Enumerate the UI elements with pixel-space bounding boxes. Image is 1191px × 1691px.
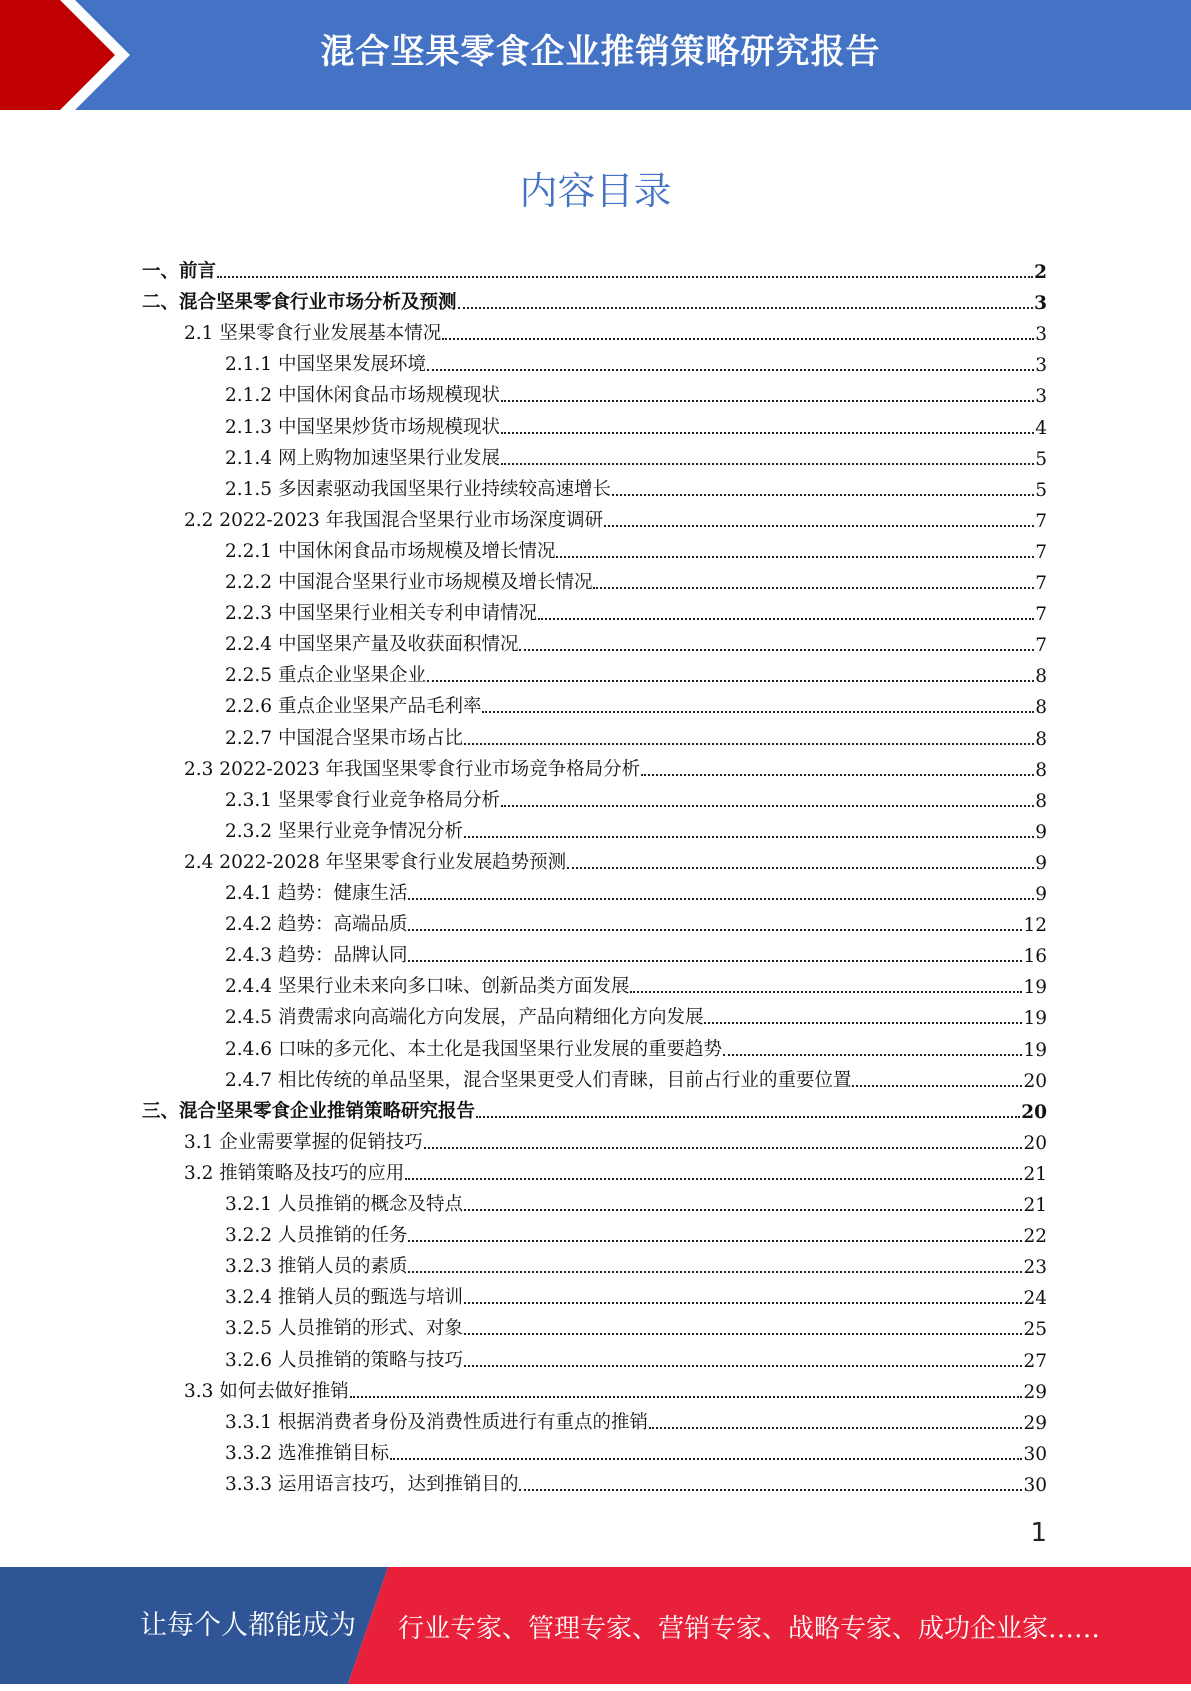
toc-entry-label: 2.1 坚果零食行业发展基本情况 xyxy=(184,323,442,345)
toc-entry-page: 12 xyxy=(1023,915,1047,937)
toc-entry-page: 5 xyxy=(1035,479,1047,501)
toc-dot-leader xyxy=(649,1427,1022,1429)
toc-entry[interactable] xyxy=(225,1247,1047,1278)
footer-slogan-left: 让每个人都能成为 xyxy=(140,1610,356,1641)
toc-entry-label: 2.4.5 消费需求向高端化方向发展，产品向精细化方向发展 xyxy=(225,1007,704,1029)
toc-dot-leader xyxy=(723,1054,1022,1056)
toc-entry[interactable] xyxy=(225,376,1047,407)
toc-entry[interactable] xyxy=(225,1309,1047,1340)
toc-entry-label: 2.4.4 坚果行业未来向多口味、创新品类方面发展 xyxy=(225,976,630,998)
toc-entry-label: 3.3.2 选准推销目标 xyxy=(225,1442,389,1464)
toc-dot-leader xyxy=(852,1085,1022,1087)
footer-banner xyxy=(0,1567,1191,1684)
toc-entry-label: 2.2.1 中国休闲食品市场规模及增长情况 xyxy=(225,540,556,562)
toc-entry-label: 2.4 2022-2028 年坚果零食行业发展趋势预测 xyxy=(184,851,567,873)
toc-entry-page: 30 xyxy=(1023,1474,1047,1496)
toc-entry[interactable] xyxy=(225,1278,1047,1309)
toc-entry-page: 19 xyxy=(1023,977,1047,999)
toc-entry[interactable] xyxy=(184,1123,1047,1154)
toc-entry-page: 7 xyxy=(1035,573,1047,594)
toc-entry[interactable] xyxy=(184,314,1047,345)
toc-dot-leader xyxy=(424,1147,1023,1149)
toc-dot-leader xyxy=(427,680,1034,682)
toc-entry[interactable] xyxy=(225,656,1047,687)
toc-entry[interactable] xyxy=(184,1154,1047,1185)
toc-dot-leader xyxy=(612,494,1034,496)
toc-entry-label: 3.2.3 推销人员的素质 xyxy=(225,1256,408,1278)
toc-entry-page: 21 xyxy=(1023,1195,1047,1216)
toc-entry-page: 27 xyxy=(1023,1350,1047,1372)
toc-entry-label: 3.3.3 运用语言技巧，达到推销目的 xyxy=(225,1473,519,1495)
toc-dot-leader xyxy=(482,711,1034,713)
toc-entry[interactable] xyxy=(142,283,1047,314)
toc-entry-page: 9 xyxy=(1035,821,1047,843)
toc-entry-label: 2.3.1 坚果零食行业竞争格局分析 xyxy=(225,789,500,811)
toc-entry[interactable] xyxy=(225,874,1047,905)
toc-entry-label: 2.2.6 重点企业坚果产品毛利率 xyxy=(225,696,482,718)
toc-entry-label: 2.1.1 中国坚果发展环境 xyxy=(225,354,426,376)
toc-entry-page: 29 xyxy=(1023,1381,1047,1403)
toc-dot-leader xyxy=(464,1209,1022,1211)
toc-entry-page: 5 xyxy=(1035,448,1047,470)
toc-dot-leader xyxy=(408,1240,1022,1242)
toc-entry[interactable] xyxy=(225,563,1047,594)
toc-entry-label: 2.2 2022-2023 年我国混合坚果行业市场深度调研 xyxy=(184,509,604,531)
toc-entry[interactable] xyxy=(184,750,1047,781)
toc-entry[interactable] xyxy=(225,439,1047,470)
toc-dot-leader xyxy=(408,1271,1022,1273)
toc-entry[interactable] xyxy=(225,1403,1047,1434)
toc-dot-leader xyxy=(427,369,1034,371)
toc-entry-label: 3.2.5 人员推销的形式、对象 xyxy=(225,1318,463,1340)
toc-entry-label: 2.4.1 趋势：健康生活 xyxy=(225,883,408,904)
toc-entry-page: 3 xyxy=(1035,386,1047,408)
toc-dot-leader xyxy=(464,1365,1022,1367)
toc-entry[interactable] xyxy=(225,1465,1047,1496)
toc-dot-leader xyxy=(217,276,1033,278)
toc-dot-leader xyxy=(405,1178,1022,1180)
toc-entry-page: 20 xyxy=(1023,1070,1047,1092)
toc-dot-leader xyxy=(408,929,1022,931)
toc-entry-page: 7 xyxy=(1035,604,1047,626)
toc-dot-leader xyxy=(641,774,1034,776)
toc-entry-label: 2.2.2 中国混合坚果行业市场规模及增长情况 xyxy=(225,572,593,593)
toc-entry[interactable] xyxy=(184,843,1047,874)
toc-dot-leader xyxy=(567,867,1034,869)
toc-entry-label: 2.4.2 趋势：高端品质 xyxy=(225,914,408,936)
toc-dot-leader xyxy=(350,1396,1023,1398)
toc-dot-leader xyxy=(408,898,1034,900)
toc-entry-label: 2.3.2 坚果行业竞争情况分析 xyxy=(225,820,463,842)
toc-dot-leader xyxy=(704,1022,1022,1024)
toc-entry-label: 3.2.6 人员推销的策略与技巧 xyxy=(225,1349,463,1371)
toc-dot-leader xyxy=(464,743,1034,745)
toc-entry-label: 2.1.4 网上购物加速坚果行业发展 xyxy=(225,447,500,469)
toc-entry-page: 3 xyxy=(1035,324,1047,346)
toc-entry-label: 2.4.3 趋势：品牌认同 xyxy=(225,945,408,967)
toc-dot-leader xyxy=(501,805,1034,807)
toc-entry-label: 2.2.7 中国混合坚果市场占比 xyxy=(225,727,463,749)
toc-entry[interactable] xyxy=(225,687,1047,718)
toc-entry-label: 3.2 推销策略及技巧的应用 xyxy=(184,1162,405,1184)
toc-dot-leader xyxy=(538,618,1034,620)
toc-entry[interactable] xyxy=(225,1216,1047,1247)
toc-entry-page: 3 xyxy=(1035,355,1047,377)
document-title: 混合坚果零食企业推销策略研究报告 xyxy=(320,32,881,72)
toc-entry-page: 21 xyxy=(1023,1163,1047,1185)
toc-entry-page: 9 xyxy=(1035,852,1047,874)
toc-entry[interactable] xyxy=(225,625,1047,656)
toc-entry-page: 8 xyxy=(1035,697,1047,719)
toc-entry[interactable] xyxy=(225,408,1047,439)
toc-dot-leader xyxy=(464,1302,1022,1304)
toc-entry[interactable] xyxy=(225,594,1047,625)
toc-dot-leader xyxy=(519,649,1034,651)
toc-entry[interactable] xyxy=(225,905,1047,936)
toc-entry[interactable] xyxy=(184,1372,1047,1403)
toc-dot-leader xyxy=(464,1333,1022,1335)
toc-entry-page: 22 xyxy=(1023,1226,1047,1248)
toc-entry-page: 9 xyxy=(1035,884,1047,905)
toc-entry-label: 2.3 2022-2023 年我国坚果零食行业市场竞争格局分析 xyxy=(184,758,641,780)
toc-entry-label: 2.2.4 中国坚果产量及收获面积情况 xyxy=(225,634,519,656)
toc-entry-page: 7 xyxy=(1035,541,1047,563)
toc-entry[interactable] xyxy=(225,967,1047,998)
toc-dot-leader xyxy=(604,525,1034,527)
toc-entry-page: 7 xyxy=(1035,635,1047,657)
toc-entry-page: 8 xyxy=(1035,728,1047,750)
toc-dot-leader xyxy=(501,400,1034,402)
toc-entry-page: 25 xyxy=(1023,1319,1047,1341)
toc-entry-page: 16 xyxy=(1023,946,1047,968)
toc-dot-leader xyxy=(519,1489,1022,1491)
toc-entry[interactable] xyxy=(225,1341,1047,1372)
toc-entry[interactable] xyxy=(225,781,1047,812)
page-number: 1 xyxy=(1030,1518,1047,1548)
toc-entry-page: 4 xyxy=(1035,417,1047,439)
toc-entry-page: 19 xyxy=(1023,1039,1047,1061)
toc-entry-label: 3.1 企业需要掌握的促销技巧 xyxy=(184,1131,423,1153)
toc-entry-page: 2 xyxy=(1034,262,1047,283)
toc-entry-page: 24 xyxy=(1023,1288,1047,1310)
toc-dot-leader xyxy=(464,836,1034,838)
toc-entry-label: 一、前言 xyxy=(142,261,217,282)
toc-entry-label: 3.3 如何去做好推销 xyxy=(184,1380,349,1402)
toc-entry[interactable] xyxy=(225,1434,1047,1465)
toc-dot-leader xyxy=(501,463,1034,465)
toc-dot-leader xyxy=(442,338,1034,340)
toc-entry[interactable] xyxy=(142,1092,1047,1123)
toc-entry[interactable] xyxy=(142,252,1047,283)
footer-slogan-right: 行业专家、管理专家、营销专家、战略专家、成功企业家…… xyxy=(398,1614,1101,1644)
toc-heading: 内容目录 xyxy=(519,169,672,213)
toc-entry-page: 3 xyxy=(1034,293,1047,315)
toc-entry-label: 2.1.5 多因素驱动我国坚果行业持续较高速增长 xyxy=(225,478,611,500)
toc-entry-page: 19 xyxy=(1023,1008,1047,1030)
toc-entry-label: 2.2.3 中国坚果行业相关专利申请情况 xyxy=(225,603,537,625)
toc-entry-label: 2.1.3 中国坚果炒货市场规模现状 xyxy=(225,416,500,438)
header-banner xyxy=(0,0,1191,110)
toc-entry[interactable] xyxy=(225,470,1047,501)
toc-entry-page: 7 xyxy=(1035,510,1047,532)
toc-entry[interactable] xyxy=(225,532,1047,563)
toc-entry-label: 2.4.6 口味的多元化、本土化是我国坚果行业发展的重要趋势 xyxy=(225,1038,722,1060)
toc-dot-leader xyxy=(630,991,1022,993)
toc-entry-label: 2.2.5 重点企业坚果企业 xyxy=(225,665,426,687)
toc-entry[interactable] xyxy=(225,936,1047,967)
toc-dot-leader xyxy=(390,1458,1022,1460)
toc-entry-label: 2.4.7 相比传统的单品坚果，混合坚果更受人们青睐，目前占行业的重要位置 xyxy=(225,1069,852,1091)
toc-entry-page: 8 xyxy=(1035,759,1047,781)
toc-entry-page: 29 xyxy=(1023,1412,1047,1434)
toc-entry-page: 20 xyxy=(1021,1101,1047,1123)
toc-dot-leader xyxy=(593,587,1034,589)
toc-entry-label: 三、混合坚果零食企业推销策略研究报告 xyxy=(142,1100,476,1122)
toc-entry[interactable] xyxy=(225,1185,1047,1216)
toc-entry-label: 3.2.1 人员推销的概念及特点 xyxy=(225,1194,463,1215)
toc-dot-leader xyxy=(501,432,1034,434)
toc-entry-label: 2.1.2 中国休闲食品市场规模现状 xyxy=(225,385,500,407)
toc-entry-page: 20 xyxy=(1023,1132,1047,1154)
toc-entry-label: 3.3.1 根据消费者身份及消费性质进行有重点的推销 xyxy=(225,1411,648,1433)
toc-entry-label: 二、混合坚果零食行业市场分析及预测 xyxy=(142,292,457,314)
toc-entry[interactable] xyxy=(225,345,1047,376)
toc-entry-page: 8 xyxy=(1035,790,1047,812)
toc-entry-page: 8 xyxy=(1035,666,1047,688)
toc-dot-leader xyxy=(458,307,1034,309)
toc-dot-leader xyxy=(476,1116,1020,1118)
toc-entry[interactable] xyxy=(184,501,1047,532)
toc-entry[interactable] xyxy=(225,812,1047,843)
toc-dot-leader xyxy=(408,960,1022,962)
toc-entry-label: 3.2.2 人员推销的任务 xyxy=(225,1225,408,1247)
toc-entry[interactable] xyxy=(225,1061,1047,1092)
toc-entry-label: 3.2.4 推销人员的甄选与培训 xyxy=(225,1287,463,1309)
toc-entry-page: 23 xyxy=(1023,1257,1047,1279)
toc-entry[interactable] xyxy=(225,1030,1047,1061)
toc-entry-page: 30 xyxy=(1023,1443,1047,1465)
toc-dot-leader xyxy=(556,556,1034,558)
toc-entry[interactable] xyxy=(225,719,1047,750)
toc-entry[interactable] xyxy=(225,998,1047,1029)
